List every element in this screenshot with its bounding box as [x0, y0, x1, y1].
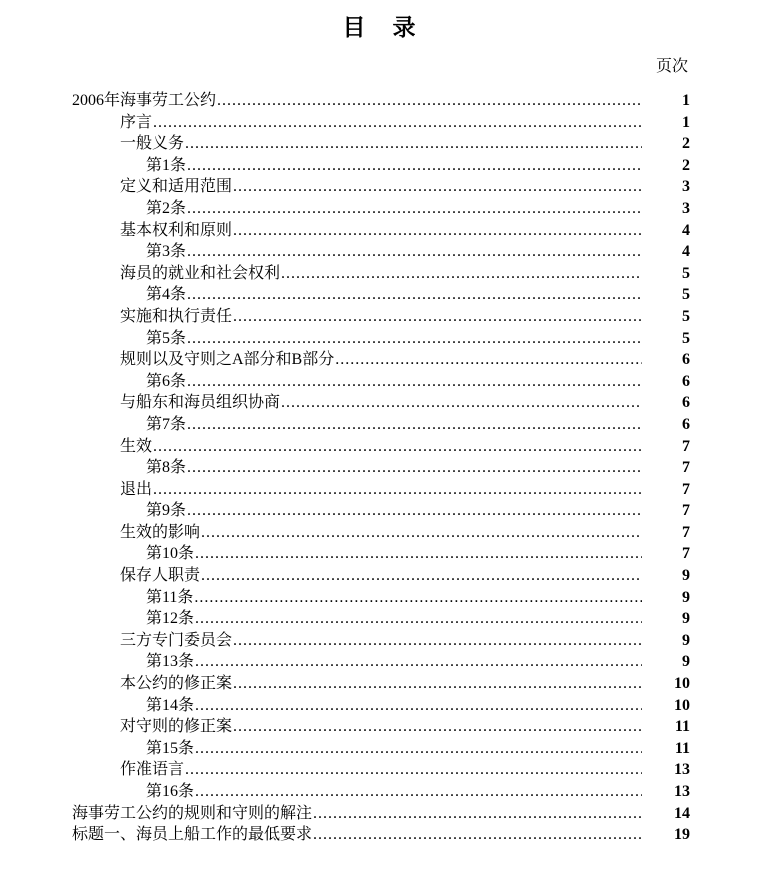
toc-entry-page: 9 [682, 631, 690, 649]
toc-entry [72, 565, 690, 587]
dot-leader [194, 587, 642, 609]
toc-entry [72, 759, 690, 781]
toc-entry-page: 13 [674, 783, 690, 800]
toc-entry-label: 海员的就业和社会权利 [120, 264, 281, 282]
toc-entry-label: 第14条 [146, 696, 195, 714]
toc-entry-page: 7 [682, 545, 690, 563]
toc-entry-page: 7 [682, 480, 690, 498]
toc-entry-label: 序言 [120, 113, 153, 131]
toc-entry-label: 第1条 [146, 156, 187, 174]
toc-entry [72, 241, 690, 263]
toc-entry-label: 本公约的修正案 [120, 675, 233, 693]
toc-entry-page: 4 [682, 221, 690, 239]
dot-leader [233, 673, 642, 695]
toc-entry-label: 第8条 [146, 459, 187, 477]
toc-entry-page: 7 [682, 502, 690, 520]
toc-entry-page: 6 [682, 415, 690, 433]
toc-entry-label: 第12条 [146, 610, 195, 628]
toc-entry-label: 第10条 [146, 545, 195, 563]
dot-leader [185, 759, 642, 781]
toc-entry-label: 作准语言 [120, 761, 185, 779]
dot-leader [233, 306, 642, 328]
dot-leader [195, 651, 642, 673]
toc-entry-page: 11 [674, 739, 690, 757]
toc-entry-label: 规则以及守则之A部分和B部分 [120, 351, 335, 369]
dot-leader [195, 695, 642, 717]
toc-entry-page: 7 [682, 437, 690, 455]
toc-entry-label: 海事劳工公约的规则和守则的解注 [72, 804, 313, 822]
toc-entry [72, 651, 690, 673]
page-title: 目 录 [342, 15, 418, 40]
toc-entry-page: 9 [682, 567, 690, 585]
toc-entry [72, 155, 690, 177]
toc-entry [72, 587, 690, 609]
dot-leader [195, 608, 642, 630]
dot-leader [233, 176, 642, 198]
dot-leader [281, 263, 642, 285]
toc-entry-page: 6 [682, 372, 690, 390]
toc-entry-label: 第13条 [146, 653, 195, 671]
toc-entry [72, 90, 690, 112]
dot-leader [217, 90, 642, 112]
toc-entry-label: 三方专门委员会 [120, 631, 233, 649]
toc-entry-label: 2006年海事劳工公约 [72, 92, 217, 109]
toc-entry-page: 7 [682, 523, 690, 541]
dot-leader [233, 630, 642, 652]
toc-entry [72, 457, 690, 479]
toc-entry-label: 标题一、海员上船工作的最低要求 [72, 826, 313, 844]
toc-entry [72, 284, 690, 306]
toc-entry [72, 479, 690, 501]
toc-entry-page: 1 [682, 92, 690, 109]
toc-entry-page: 11 [674, 718, 690, 736]
dot-leader [313, 803, 642, 825]
dot-leader [187, 155, 642, 177]
dot-leader [187, 371, 642, 393]
toc-entry-label: 对守则的修正案 [120, 718, 233, 736]
toc-entry-label: 定义和适用范围 [120, 178, 233, 196]
toc-entry-label: 一般义务 [120, 135, 185, 153]
toc-entry-page: 19 [674, 826, 690, 844]
toc-entry [72, 414, 690, 436]
dot-leader [195, 781, 642, 803]
dot-leader [187, 284, 642, 306]
toc-entry-page: 5 [682, 286, 690, 304]
toc-entry-page: 10 [674, 675, 690, 693]
dot-leader [313, 824, 642, 846]
toc-entry-label: 第4条 [146, 286, 187, 304]
toc-entry-label: 第3条 [146, 243, 187, 261]
toc-entry [72, 608, 690, 630]
toc-entry [72, 371, 690, 393]
toc-entry [72, 306, 690, 328]
toc-entry-page: 7 [682, 459, 690, 477]
dot-leader [201, 522, 642, 544]
toc-entry [72, 263, 690, 285]
dot-leader [185, 133, 642, 155]
toc-entry-page: 6 [682, 351, 690, 369]
toc-entry [72, 112, 690, 134]
toc-entry-page: 14 [674, 804, 690, 822]
toc-entry-label: 实施和执行责任 [120, 307, 233, 325]
page-number-column-header: 页次 [655, 58, 688, 75]
dot-leader [187, 500, 642, 522]
toc-entry [72, 738, 690, 760]
toc-entry [72, 522, 690, 544]
toc-entry [72, 220, 690, 242]
toc-entry-page: 9 [682, 588, 690, 606]
toc-entry [72, 630, 690, 652]
toc-entry-label: 第15条 [146, 739, 195, 757]
dot-leader [187, 328, 642, 350]
toc-entry-page: 5 [682, 307, 690, 325]
toc-entry [72, 803, 690, 825]
toc-entry [72, 133, 690, 155]
dot-leader [195, 543, 642, 565]
toc-entry [72, 781, 690, 803]
dot-leader [281, 392, 642, 414]
toc-entry-label: 第11条 [146, 588, 194, 606]
toc-entry-label: 第16条 [146, 783, 195, 800]
toc-entry [72, 392, 690, 414]
toc-entry [72, 543, 690, 565]
dot-leader [153, 479, 642, 501]
toc-entry-page: 13 [674, 761, 690, 779]
toc-entry [72, 436, 690, 458]
toc-entry-label: 第7条 [146, 415, 187, 433]
toc-entry-label: 与船东和海员组织协商 [120, 394, 281, 412]
dot-leader [201, 565, 642, 587]
toc-entry [72, 349, 690, 371]
toc-entry-page: 5 [682, 329, 690, 347]
toc-entry-page: 3 [682, 178, 690, 196]
toc-entry-page: 4 [682, 243, 690, 261]
dot-leader [187, 457, 642, 479]
toc-entry [72, 824, 690, 846]
toc-entry-label: 第9条 [146, 502, 187, 520]
toc-entry-page: 10 [674, 696, 690, 714]
toc-entry-page: 9 [682, 610, 690, 628]
toc-entry-label: 退出 [120, 480, 153, 498]
dot-leader [233, 716, 642, 738]
toc-entry-page: 5 [682, 264, 690, 282]
dot-leader [153, 436, 642, 458]
dot-leader [335, 349, 642, 371]
dot-leader [195, 738, 642, 760]
dot-leader [187, 198, 642, 220]
toc-entry-label: 生效的影响 [120, 523, 201, 541]
dot-leader [187, 414, 642, 436]
toc-entry-label: 第5条 [146, 329, 187, 347]
toc-entry [72, 695, 690, 717]
table-of-contents [0, 90, 760, 846]
toc-entry-page: 2 [682, 156, 690, 174]
dot-leader [233, 220, 642, 242]
toc-entry [72, 176, 690, 198]
toc-entry [72, 500, 690, 522]
toc-entry-page: 3 [682, 199, 690, 217]
dot-leader [187, 241, 642, 263]
toc-entry-label: 保存人职责 [120, 567, 201, 585]
toc-entry-label: 第2条 [146, 199, 187, 217]
toc-entry [72, 328, 690, 350]
toc-entry [72, 673, 690, 695]
toc-entry-label: 基本权利和原则 [120, 221, 233, 239]
dot-leader [153, 112, 642, 134]
toc-entry [72, 198, 690, 220]
toc-entry-page: 9 [682, 653, 690, 671]
toc-entry-page: 6 [682, 394, 690, 412]
toc-entry [72, 716, 690, 738]
toc-entry-page: 1 [682, 113, 690, 131]
toc-entry-page: 2 [682, 135, 690, 153]
toc-entry-label: 第6条 [146, 372, 187, 390]
toc-entry-label: 生效 [120, 437, 153, 455]
